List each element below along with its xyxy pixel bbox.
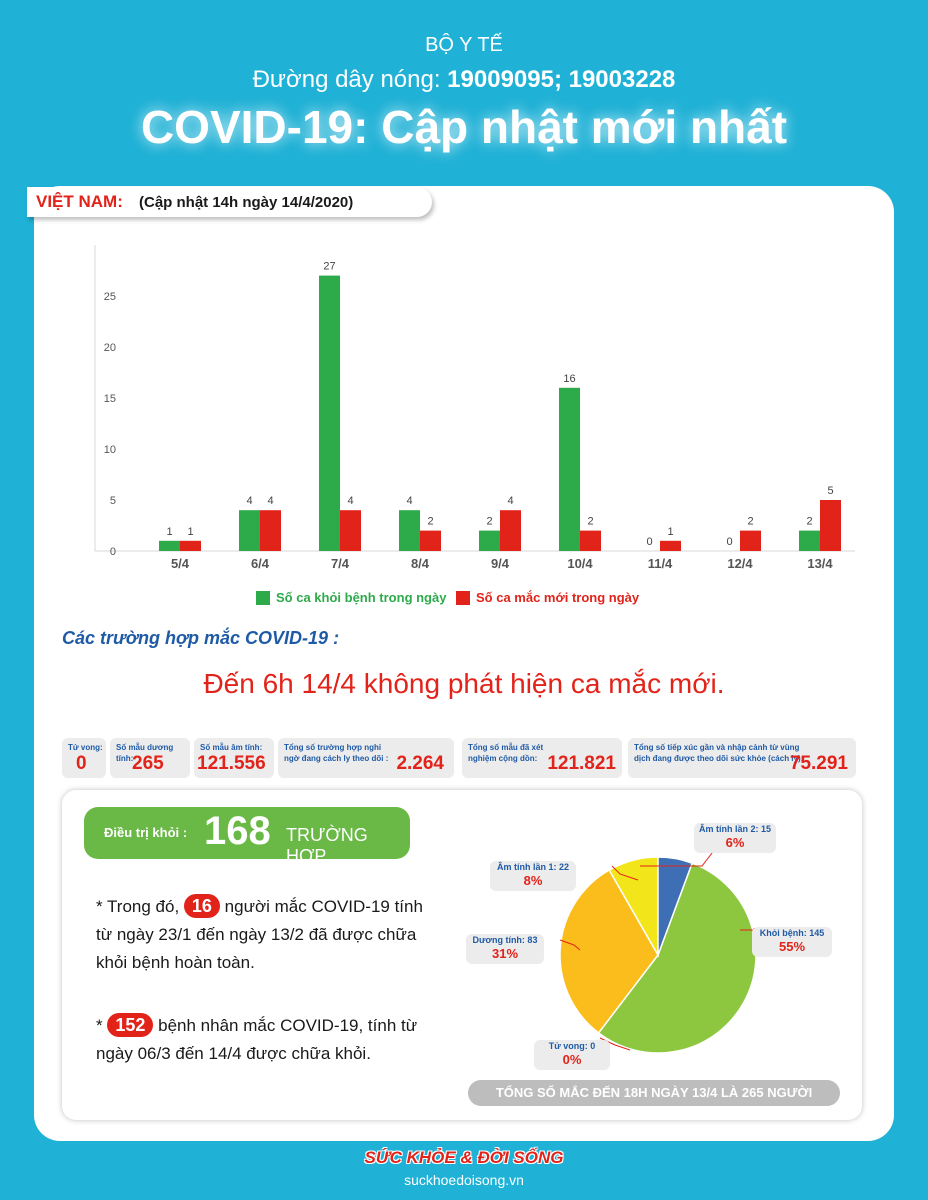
y-tick-label: 15	[103, 393, 116, 405]
pie-label-negative1-name: Âm tính lần 1: 22	[496, 862, 569, 872]
note2-count: 152	[107, 1013, 153, 1037]
pie-label-deaths-name: Tử vong: 0	[548, 1041, 596, 1051]
bar-value-label: 2	[587, 515, 594, 528]
no-new-cases-notice: Đến 6h 14/4 không phát hiện ca mắc mới.	[203, 668, 725, 699]
stat-quarantine-label-line1: Tổng số trường hợp nghi	[284, 743, 382, 752]
bar-value-label: 2	[427, 515, 434, 528]
note1-text: người mắc COVID-19 tính từ ngày 23/1 đến ngày 13/2 đã được chữa khỏi bệnh hoàn toàn.	[96, 897, 423, 972]
daily-cases-chart	[80, 230, 870, 575]
bar-value-label: 4	[507, 495, 514, 508]
bar-value-label: 0	[726, 536, 733, 548]
bar-new-11-4	[660, 541, 681, 551]
bar-recovered-5-4	[159, 541, 180, 551]
bar-recovered-9-4	[479, 531, 500, 551]
stat-deaths-label: Tử vong:	[68, 743, 103, 752]
hotline-numbers: 19009095; 19003228	[447, 66, 676, 93]
stat-contacts-label-line1: Tổng số tiếp xúc gần và nhập cảnh từ vùng	[634, 743, 800, 752]
x-tick-label: 5/4	[170, 556, 190, 571]
total-cases-banner: TỔNG SỐ MẮC ĐẾN 18H NGÀY 13/4 LÀ 265 NGƯỜI	[468, 1080, 840, 1106]
pie-label-positive-name: Dương tính: 83	[472, 935, 538, 945]
bar-new-10-4	[580, 531, 601, 551]
x-tick-label: 8/4	[410, 556, 430, 571]
bar-value-label: 5	[827, 485, 834, 497]
hotline-label: Đường dây nóng:	[252, 66, 441, 93]
stat-quarantine-value: 2.264	[396, 753, 444, 774]
x-tick-label: 10/4	[567, 556, 593, 571]
stat-contacts-label-line2: dịch đang được theo dõi sức khỏe (cách ly):	[634, 754, 804, 763]
legend-recovered	[256, 590, 446, 605]
bar-value-label: 16	[563, 372, 576, 385]
bar-new-12-4	[740, 531, 761, 551]
stat-negative-value: 121.556	[197, 753, 266, 774]
y-tick-label: 20	[103, 342, 116, 354]
legend-recovered-label: Số ca khỏi bệnh trong ngày	[276, 590, 447, 605]
y-tick-label: 0	[109, 546, 116, 558]
y-tick-label: 10	[103, 444, 116, 456]
x-tick-label: 6/4	[250, 556, 270, 571]
pie-label-negative1	[490, 861, 576, 891]
bar-new-13-4	[820, 500, 841, 551]
pie-label-recovered-pct: 55%	[778, 939, 806, 954]
stat-negative	[194, 738, 274, 778]
stat-tests	[462, 738, 622, 778]
bar-value-label: 27	[323, 260, 336, 273]
bar-recovered-10-4	[559, 388, 580, 551]
pie-label-negative2-name: Âm tính lần 2: 15	[698, 824, 771, 834]
pie-label-recovered	[752, 927, 832, 957]
stat-deaths-value: 0	[76, 753, 87, 774]
pie-label-recovered-name: Khỏi bệnh: 145	[759, 928, 825, 938]
pie-label-deaths-pct: 0%	[562, 1052, 582, 1067]
bar-recovered-13-4	[799, 531, 820, 551]
bar-new-7-4	[340, 510, 361, 551]
bar-recovered-6-4	[239, 510, 260, 551]
stat-positive-value: 265	[132, 753, 164, 774]
legend-new-label: Số ca mắc mới trong ngày	[476, 590, 640, 605]
note-later-cases	[96, 1012, 426, 1068]
pie-label-deaths	[534, 1040, 610, 1070]
stat-tests-label-line2: nghiệm cộng dồn:	[468, 754, 538, 763]
x-tick-label: 7/4	[330, 556, 350, 571]
update-time: (Cập nhật 14h ngày 14/4/2020)	[139, 194, 354, 211]
bar-new-8-4	[420, 531, 441, 551]
bar-value-label: 4	[406, 495, 413, 508]
pie-label-negative2	[694, 823, 776, 853]
pie-label-negative2-pct: 6%	[725, 835, 745, 850]
bar-value-label: 2	[806, 515, 813, 528]
page-title: COVID-19: Cập nhật mới nhất	[140, 101, 788, 153]
y-tick-label: 5	[109, 495, 116, 507]
bar-recovered-8-4	[399, 510, 420, 551]
bar-value-label: 0	[646, 536, 653, 548]
stat-positive-label: Số mẫu dương tính:	[116, 743, 174, 763]
note1-count: 16	[184, 894, 220, 918]
pie-label-negative1-pct: 8%	[523, 873, 543, 888]
stat-contacts-label	[634, 742, 803, 764]
bar-value-label: 4	[246, 495, 253, 508]
stat-deaths	[62, 738, 106, 778]
stat-contacts-value: 75.291	[789, 753, 848, 774]
treatment-banner	[84, 807, 410, 866]
bar-new-9-4	[500, 510, 521, 551]
stat-tests-label	[468, 742, 543, 764]
x-tick-label: 12/4	[727, 556, 753, 571]
treatment-label: Điều trị khỏi :	[104, 825, 188, 840]
treatment-unit: TRƯỜNG HỢP	[286, 825, 368, 866]
bar-value-label: 1	[667, 525, 674, 538]
note2-prefix: *	[96, 1016, 103, 1035]
pie-label-positive	[466, 934, 544, 964]
note1-prefix: * Trong đó,	[96, 897, 180, 916]
treatment-count: 168	[204, 809, 271, 853]
legend-new	[456, 590, 639, 605]
bar-new-5-4	[180, 541, 201, 551]
bar-value-label: 1	[166, 525, 173, 538]
ministry-label: BỘ Y TẾ	[425, 34, 503, 56]
bar-value-label: 2	[486, 515, 493, 528]
hotline	[0, 66, 928, 94]
stat-quarantine	[278, 738, 454, 778]
x-tick-label: 9/4	[490, 556, 510, 571]
cases-title: Các trường hợp mắc COVID-19 :	[62, 628, 340, 648]
x-tick-label: 13/4	[807, 556, 833, 571]
legend-swatch-new	[456, 591, 470, 605]
bar-value-label: 4	[347, 495, 354, 508]
x-tick-label: 11/4	[647, 556, 673, 571]
site-url: suckhoedoisong.vn	[404, 1172, 524, 1188]
stat-quarantine-label	[284, 742, 388, 764]
country-label: VIỆT NAM:	[36, 192, 123, 211]
bar-value-label: 2	[747, 515, 754, 528]
stat-tests-value: 121.821	[547, 753, 616, 774]
stat-positive	[110, 738, 190, 778]
stat-contacts	[628, 738, 856, 778]
bar-new-6-4	[260, 510, 281, 551]
stat-tests-label-line1: Tổng số mẫu đã xét	[468, 743, 544, 752]
stat-negative-label: Số mẫu âm tính:	[200, 743, 263, 752]
legend-swatch-recovered	[256, 591, 270, 605]
brand-logo: SỨC KHỎE & ĐỜI SỐNG	[364, 1148, 564, 1167]
stat-quarantine-label-line2: ngờ đang cách ly theo dõi :	[284, 754, 389, 763]
y-tick-label: 25	[103, 291, 116, 303]
pie-label-positive-pct: 31%	[491, 946, 519, 961]
note2-text: bệnh nhân mắc COVID-19, tính từ ngày 06/3 đến 14/4 được chữa khỏi.	[96, 1016, 418, 1063]
note-early-cases	[96, 893, 426, 977]
bar-recovered-7-4	[319, 276, 340, 551]
bar-value-label: 1	[187, 525, 194, 538]
bar-value-label: 4	[267, 495, 274, 508]
